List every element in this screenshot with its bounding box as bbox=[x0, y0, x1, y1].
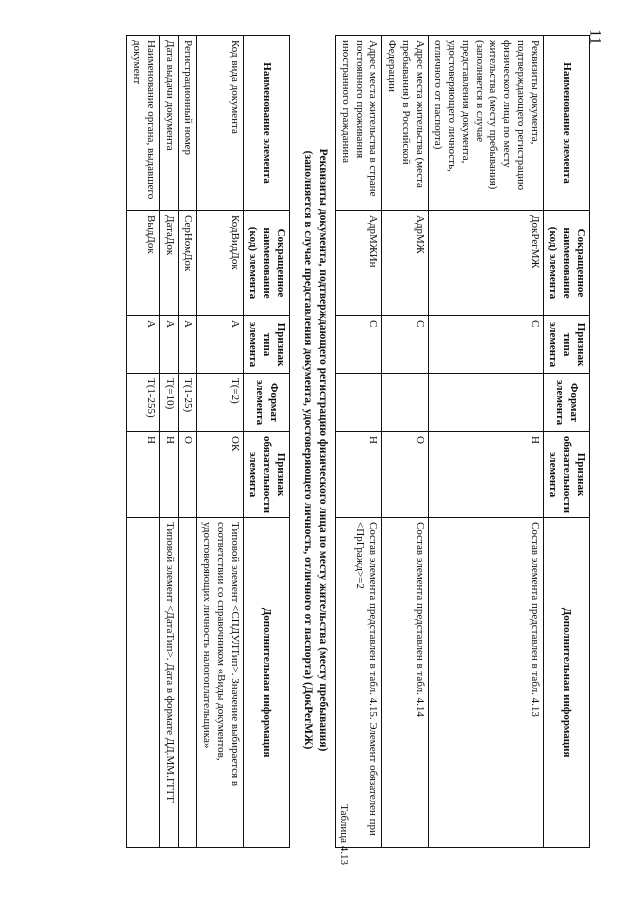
cell-element-type: С bbox=[428, 316, 543, 374]
table-row bbox=[127, 36, 160, 848]
table-row bbox=[178, 36, 197, 848]
cell-additional-info: Типовой элемент <СПДУЛТип>. Значение выбирается в соответствии со справочником «Виды документов, удостоверяющих личность налогоплательщика» bbox=[197, 518, 243, 848]
cell-element-name: Дата выдачи документа bbox=[160, 36, 179, 211]
table-header-row bbox=[243, 36, 289, 848]
cell-element-type: С bbox=[382, 316, 428, 374]
header-cell: Признак типа элемента bbox=[243, 316, 289, 374]
header-cell: Формат элемента bbox=[243, 374, 289, 432]
cell-element-required: О bbox=[382, 432, 428, 518]
table-row bbox=[382, 36, 428, 848]
cell-element-required: О bbox=[178, 432, 197, 518]
cell-element-format: T(=2) bbox=[197, 374, 243, 432]
cell-element-format bbox=[428, 374, 543, 432]
cell-element-code: ВыдДок bbox=[127, 211, 160, 316]
header-cell: Признак обязательности элемента bbox=[243, 432, 289, 518]
header-cell: Сокращенное наименование (код) элемента bbox=[543, 211, 589, 316]
cell-additional-info: Типовой элемент <ДатаТип>. Дата в формате ДД.ММ.ГГГГ bbox=[160, 518, 179, 848]
cell-element-type: А bbox=[160, 316, 179, 374]
cell-element-code: АдрМЖ bbox=[382, 211, 428, 316]
table-row bbox=[428, 36, 543, 848]
cell-element-type: А bbox=[178, 316, 197, 374]
cell-additional-info bbox=[178, 518, 197, 848]
cell-element-type: А bbox=[197, 316, 243, 374]
header-cell: Наименование элемента bbox=[243, 36, 289, 211]
header-cell: Наименование элемента bbox=[543, 36, 589, 211]
cell-element-code: АдрМЖИн bbox=[336, 211, 382, 316]
cell-additional-info: Состав элемента представлен в табл. 4.15. Элемент обязателен при <ПрГражд>=2 bbox=[336, 518, 382, 848]
cell-additional-info: Состав элемента представлен в табл. 4.14 bbox=[382, 518, 428, 848]
table-continuation bbox=[335, 35, 590, 848]
cell-element-name: Наименование органа, выдавшего документ bbox=[127, 36, 160, 211]
cell-element-required: Н bbox=[127, 432, 160, 518]
cell-element-code: ДокРегМЖ bbox=[428, 211, 543, 316]
cell-element-format: T(1-255) bbox=[127, 374, 160, 432]
page-number: 11 bbox=[586, 29, 604, 45]
table-caption-line1: Реквизиты документа, подтверждающего регистрацию физического лица по месту жительства (месту пребывания) bbox=[317, 148, 329, 752]
table-row bbox=[197, 36, 243, 848]
header-cell: Сокращенное наименование (код) элемента bbox=[243, 211, 289, 316]
cell-element-required: ОК bbox=[197, 432, 243, 518]
cell-element-format bbox=[382, 374, 428, 432]
cell-element-name: Код вида документа bbox=[197, 36, 243, 211]
rotated-page-content bbox=[50, 35, 590, 885]
cell-element-type: А bbox=[127, 316, 160, 374]
header-cell: Дополнительная информация bbox=[543, 518, 589, 848]
cell-element-name: Адрес места жительства в стране постоянного проживания иностранного гражданина bbox=[336, 36, 382, 211]
cell-element-name: Регистрационный номер bbox=[178, 36, 197, 211]
cell-element-required: Н bbox=[160, 432, 179, 518]
cell-element-code: КодВидДок bbox=[197, 211, 243, 316]
cell-element-required: Н bbox=[428, 432, 543, 518]
cell-element-name: Реквизиты документа, подтверждающего регистрацию физического лица по месту жительства (месту пребывания) (заполняется в случае представления документа, удостоверяющего личность, отличного от паспорта) bbox=[428, 36, 543, 211]
table-caption bbox=[300, 35, 330, 865]
cell-element-format: T(1-25) bbox=[178, 374, 197, 432]
cell-element-name: Адрес места жительства (места пребывания) в Российской Федерации bbox=[382, 36, 428, 211]
header-cell: Признак типа элемента bbox=[543, 316, 589, 374]
cell-element-type: С bbox=[336, 316, 382, 374]
cell-element-format bbox=[336, 374, 382, 432]
cell-additional-info bbox=[127, 518, 160, 848]
header-cell: Признак обязательности элемента bbox=[543, 432, 589, 518]
cell-element-code: СерНомДок bbox=[178, 211, 197, 316]
table-caption-line2: (заполняется в случае представления документа, удостоверяющего личность, отличного от паспорта) (ДокРегМЖ) bbox=[302, 150, 315, 750]
cell-element-required: Н bbox=[336, 432, 382, 518]
header-cell: Формат элемента bbox=[543, 374, 589, 432]
cell-additional-info: Состав элемента представлен в табл. 4.13 bbox=[428, 518, 543, 848]
cell-element-code: ДатаДок bbox=[160, 211, 179, 316]
table-row bbox=[336, 36, 382, 848]
header-cell: Дополнительная информация bbox=[243, 518, 289, 848]
cell-element-format: T(=10) bbox=[160, 374, 179, 432]
table-number-label: Таблица 4.13 bbox=[338, 804, 350, 865]
table-row bbox=[160, 36, 179, 848]
table-4-13 bbox=[127, 35, 291, 848]
table-header-row bbox=[543, 36, 589, 848]
